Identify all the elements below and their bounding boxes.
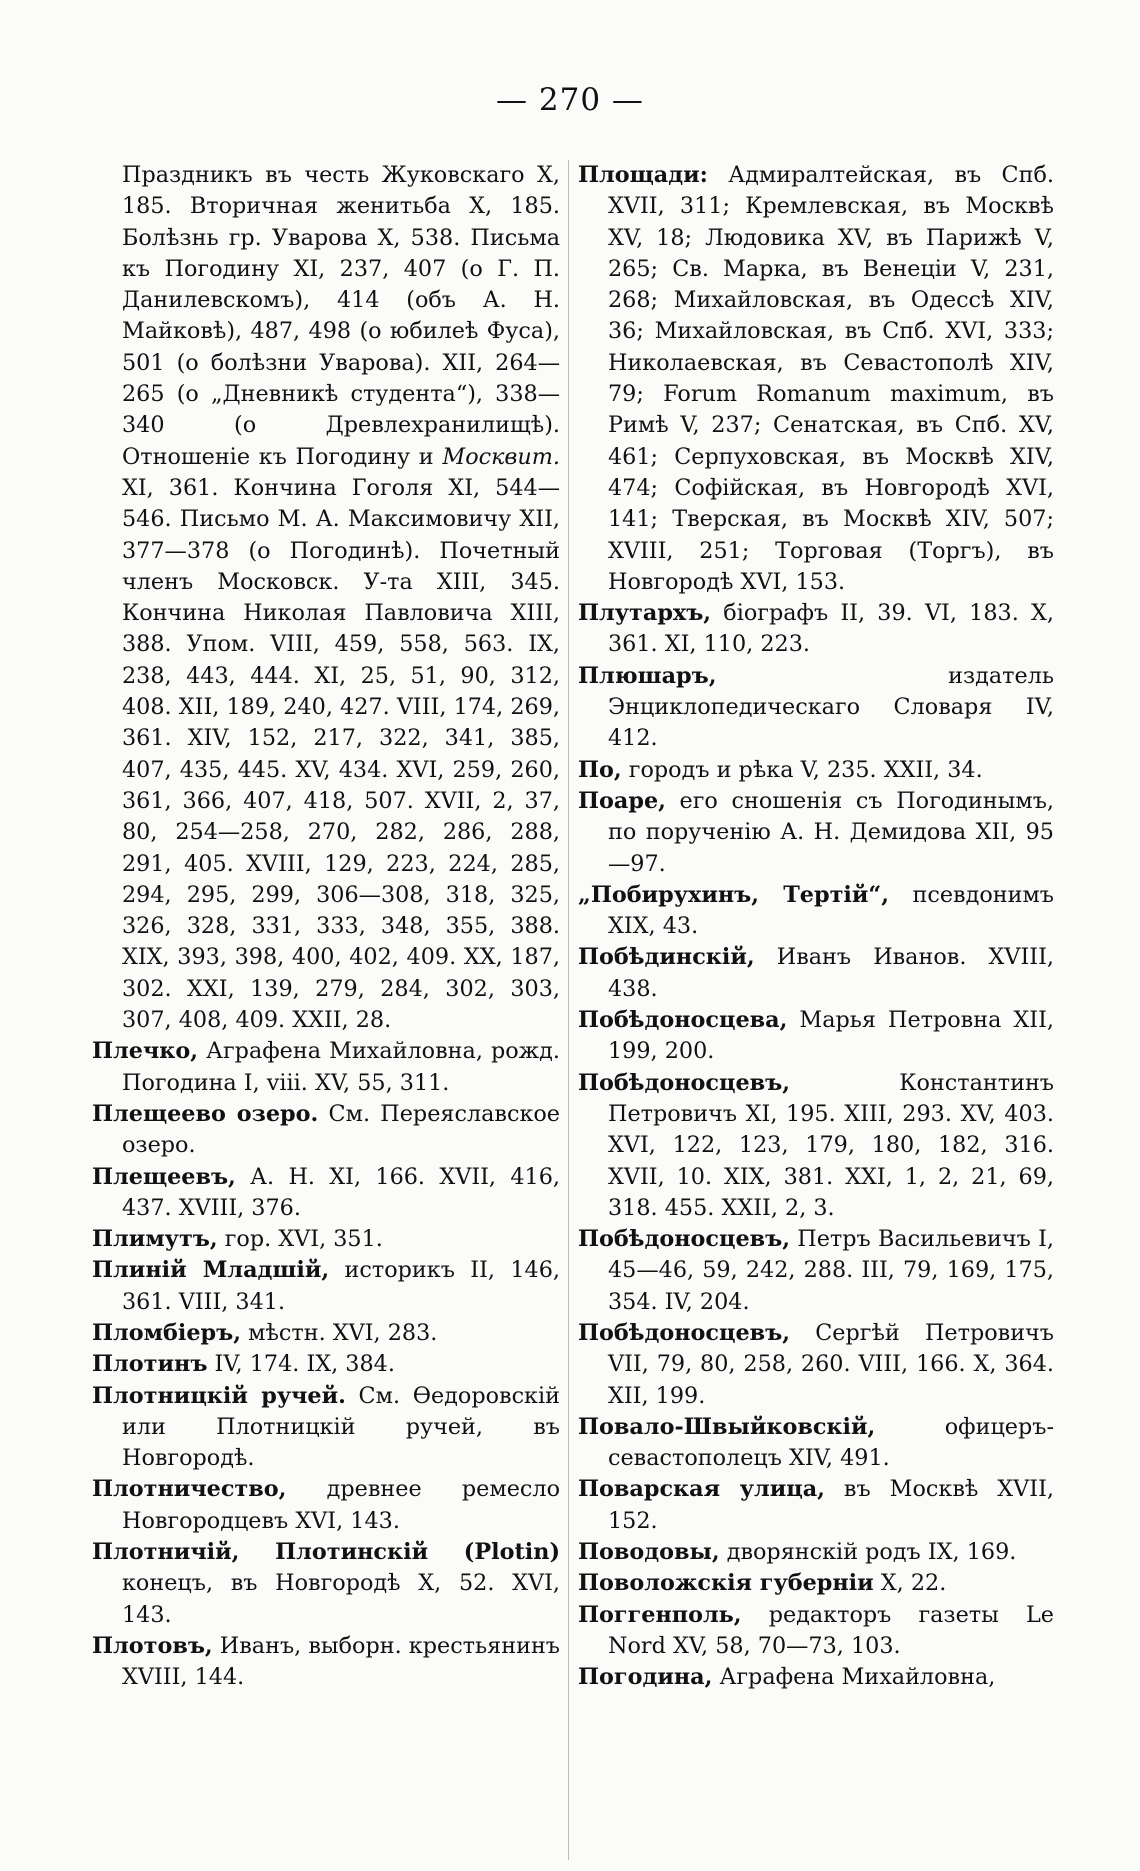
left-entry-list (92, 1036, 560, 1693)
index-entry (578, 661, 1054, 755)
entry-text: Праздникъ въ честь Жуковскаго X, 185. Вторичная женитьба X, 185. Болѣзнь гр. Уварова X, 538. Письма къ Погодину XI, 237, 407 (о Г. П. Данилевскомъ), 414 (объ А. Н. Майковѣ), 487, 498 (о юбилеѣ Фуса), 501 (о болѣзни Уварова). XII, 264—265 (о „Дневникѣ студента“), 338—340 (о Древлехранилищѣ). Отношеніе къ Погодину и (122, 162, 560, 470)
entry-references: конецъ, въ Новгородѣ X, 52. XVI, 143. (122, 1570, 560, 1628)
entry-heading: Плещеево озеро. (92, 1100, 319, 1127)
entry-references: древнее ремесло Новгородцевъ XVI, 143. (122, 1476, 560, 1534)
index-entry (578, 1068, 1054, 1224)
entry-heading: Побѣдоносцевъ, (578, 1069, 790, 1096)
index-entry (92, 1318, 560, 1349)
entry-heading: Плиній Младшій, (92, 1257, 330, 1284)
index-entry (92, 1474, 560, 1537)
index-entry (92, 1255, 560, 1318)
entry-references: біографъ II, 39. VI, 183. X, 361. XI, 110, 223. (608, 600, 1054, 658)
entry-references: Петръ Васильевичъ I, 45—46, 59, 242, 288. III, 79, 169, 175, 354. IV, 204. (608, 1226, 1054, 1315)
entry-heading: Побѣдоносцевъ, (578, 1319, 790, 1346)
entry-heading: Побѣдоносцева, (578, 1007, 788, 1034)
left-column (92, 160, 560, 1694)
entry-references: Иванъ, выборн. крестьянинъ XVIII, 144. (122, 1632, 560, 1691)
entry-references: Сергѣй Петровичъ VII, 79, 80, 258, 260. VIII, 166. X, 364. XII, 199. (608, 1319, 1054, 1409)
index-entry (578, 942, 1054, 1005)
page-number: — 270 — (496, 82, 644, 118)
index-entry (578, 1224, 1054, 1318)
index-entry (578, 1412, 1054, 1475)
entry-heading: Плечко, (92, 1038, 199, 1065)
index-entry (578, 1474, 1054, 1537)
entry-heading: Побѣдоносцевъ, (578, 1226, 790, 1253)
entry-references: А. Н. XI, 166. XVII, 416, 437. XVIII, 376. (122, 1163, 560, 1221)
entry-references: дворянскій родъ IX, 169. (719, 1539, 1017, 1566)
entry-references: Иванъ Иванов. XVIII, 438. (608, 944, 1054, 1002)
index-entry (92, 1349, 560, 1380)
index-entry (578, 880, 1054, 943)
entry-heading: Плотовъ, (92, 1632, 213, 1659)
index-entry (92, 1099, 560, 1162)
index-entry (578, 755, 1054, 786)
entry-heading: Плимутъ, (92, 1226, 218, 1253)
entry-text: XI, 361. Кончина Гоголя XI, 544—546. Письмо М. А. Максимовичу XII, 377—378 (о Погодинѣ). Почетный членъ Московск. У-та XIII, 345. Кончина Николая Павловича XIII, 388. Упом. VIII, 459, 558, 563. IX, 238, 443, 444. XI, 25, 51, 90, 312, 408. XII, 189, 240, 427. VIII, 174, 269, 361. XIV, 152, 217, 322, 341, 385, 407, 435, 445. XV, 434. XVI, 259, 260, 361, 366, 407, 418, 507. XVII, 2, 37, 80, 254—258, 270, 282, 286, 288, 291, 405. XVIII, 129, 223, 224, 285, 294, 295, 299, 306—308, 318, 325, 326, 328, 331, 333, 348, 355, 388. XIX, 393, 398, 400, 402, 409. XX, 187, 302. XXI, 139, 279, 284, 302, 303, 307, 408, 409. XXII, 28. (122, 474, 560, 1034)
entry-references: историкъ II, 146, 361. VIII, 341. (122, 1257, 560, 1315)
index-entry (578, 1318, 1054, 1412)
entry-heading: Плещеевъ, (92, 1163, 236, 1190)
entry-heading: Плотинъ (92, 1351, 208, 1378)
entry-heading: Площади: (578, 162, 708, 188)
entry-references: его сношенія съ Погодинымъ, по порученію А. Н. Демидова XII, 95—97. (608, 787, 1054, 877)
index-entry (92, 1224, 560, 1255)
index-entry (578, 598, 1054, 661)
entry-heading: Повало-Швыйковскій, (578, 1413, 876, 1440)
entry-references: X, 22. (873, 1570, 947, 1597)
entry-heading: Плотницкій ручей. (92, 1382, 346, 1409)
entry-heading: Пломбіеръ, (92, 1319, 242, 1346)
index-entry (578, 160, 1054, 598)
entry-heading: Погодина, (578, 1664, 713, 1691)
entry-references: въ Москвѣ XVII, 152. (608, 1476, 1054, 1534)
entry-heading: Поварская улица, (578, 1476, 825, 1503)
entry-references: Марья Петровна XII, 199, 200. (608, 1007, 1054, 1065)
index-entry (92, 1537, 560, 1631)
italic-title: Москвит. (442, 443, 560, 470)
entry-references: псевдонимъ XIX, 43. (608, 881, 1054, 940)
right-entry-list (578, 160, 1054, 1694)
entry-references: Аграфена Михайловна, (712, 1664, 996, 1691)
index-entry (578, 1005, 1054, 1068)
index-entry (578, 1662, 1054, 1693)
entry-heading: Поггенполь, (578, 1601, 742, 1628)
entry-references: городъ и рѣка V, 235. XXII, 34. (621, 756, 983, 783)
index-entry (92, 1381, 560, 1475)
column-divider (568, 160, 569, 1860)
index-entry (92, 1631, 560, 1694)
entry-references: редакторъ газеты Le Nord XV, 58, 70—73, 103. (608, 1601, 1054, 1659)
entry-heading: „Побирухинъ, Тертій“, (578, 881, 889, 908)
entry-heading: Плотничій, Плотинскій (Plotin) (92, 1539, 560, 1566)
entry-references: См. Ѳедоровскій или Плотницкій ручей, въ Новгородѣ. (122, 1382, 560, 1472)
entry-heading: По, (578, 756, 622, 783)
continuation-entry (92, 160, 560, 1036)
entry-references: мѣстн. XVI, 283. (241, 1319, 438, 1346)
entry-references: Аграфена Михайловна, рожд. Погодина I, viii. XV, 55, 311. (122, 1038, 560, 1096)
entry-heading: Плюшаръ, (578, 662, 717, 689)
entry-heading: Плутархъ, (578, 600, 712, 627)
index-entry (578, 786, 1054, 880)
entry-references: офицеръ-севастополецъ XIV, 491. (608, 1413, 1054, 1472)
entry-heading: Плотничество, (92, 1476, 287, 1503)
entry-heading: Поводовы, (578, 1539, 720, 1566)
entry-references: издатель Энциклопедическаго Словаря IV, 412. (608, 662, 1054, 752)
index-entry (578, 1537, 1054, 1568)
entry-references: Константинъ Петровичъ XI, 195. XIII, 293. XV, 403. XVI, 122, 123, 179, 180, 182, 316. XVII, 10. XIX, 381. XXI, 1, 2, 21, 69, 318. 455. XXII, 2, 3. (608, 1069, 1054, 1221)
entry-references: гор. XVI, 351. (217, 1226, 383, 1253)
entry-heading: Поаре, (578, 787, 666, 814)
index-entry (92, 1162, 560, 1225)
entry-heading: Поволожскія губерніи (578, 1570, 874, 1597)
index-entry (578, 1568, 1054, 1599)
index-entry (92, 1036, 560, 1099)
entry-heading: Побѣдинскій, (578, 944, 755, 971)
index-entry (578, 1600, 1054, 1663)
entry-references: Адмиралтейская, въ Спб. XVII, 311; Кремлевская, въ Москвѣ XV, 18; Людовика XV, въ Парижѣ V, 265; Св. Марка, въ Венеціи V, 231, 268; Михайловская, въ Одессѣ XIV, 36; Михайловская, въ Спб. XVI, 333; Николаевская, въ Севастополѣ XIV, 79; Forum Romanum maximum, въ Римѣ V, 237; Сенатская, въ Спб. XV, 461; Серпуховская, въ Москвѣ XIV, 474; Софійская, въ Новгородѣ XVI, 141; Тверская, въ Москвѣ XIV, 507; XVIII, 251; Торговая (Торгъ), въ Новгородѣ XVI, 153. (608, 162, 1054, 595)
right-column (578, 160, 1054, 1694)
entry-references: См. Переяславское озеро. (122, 1100, 560, 1159)
entry-references: IV, 174. IX, 384. (207, 1351, 395, 1378)
